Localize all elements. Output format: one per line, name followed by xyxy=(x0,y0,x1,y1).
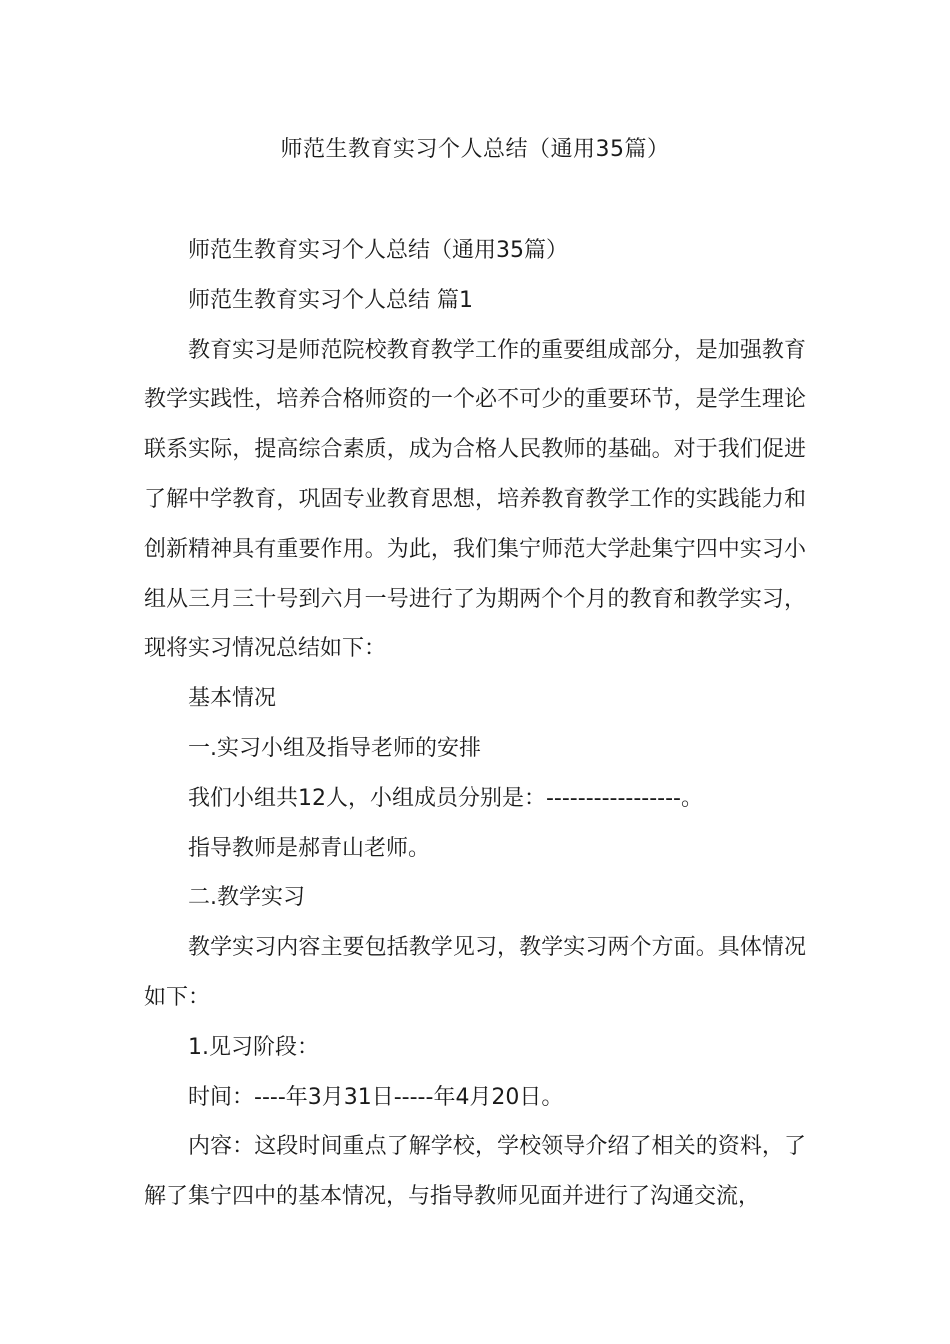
paragraph-group-members: 我们小组共12人，小组成员分别是：-----------------。 xyxy=(188,785,703,811)
paragraph-intro: 教育实习是师范院校教育教学工作的重要组成部分，是加强教育教学实践性，培养合格师资的一个必不可少的重要环节，是学生理论联系实际，提高综合素质，成为合格人民教师的基础。对于我们促进了解中学教育，巩固专业教育思想，培养教育教学工作的实践能力和创新精神具有重要作用。为此，我们集宁师范大学赴集宁四中实习小组从三月三十号到六月一号进行了为期两个个月的教育和教学实习，现将实习情况总结如下： xyxy=(144,337,806,662)
paragraph-observation-heading: 1.见习阶段： xyxy=(188,1034,319,1060)
paragraph-section-heading: 师范生教育实习个人总结 篇1 xyxy=(188,287,473,313)
paragraph-observation-time: 时间：----年3月31日-----年4月20日。 xyxy=(188,1084,564,1110)
paragraph-basic-info-heading: 基本情况 xyxy=(188,686,277,712)
paragraph-group-heading: 一.实习小组及指导老师的安排 xyxy=(188,735,481,761)
paragraph-teaching-content: 教学实习内容主要包括教学见习，教学实习两个方面。具体情况如下： xyxy=(144,935,806,1010)
paragraph-subtitle: 师范生教育实习个人总结（通用35篇） xyxy=(188,238,568,263)
paragraph-supervisor: 指导教师是郝青山老师。 xyxy=(188,835,431,861)
document-body xyxy=(144,226,806,1222)
paragraph-teaching-heading: 二.教学实习 xyxy=(188,885,305,911)
paragraph-observation-content: 内容：这段时间重点了解学校，学校领导介绍了相关的资料，了解了集宁四中的基本情况，与指导教师见面并进行了沟通交流， xyxy=(144,1134,806,1210)
document-title: 师范生教育实习个人总结（通用35篇） xyxy=(280,137,670,162)
